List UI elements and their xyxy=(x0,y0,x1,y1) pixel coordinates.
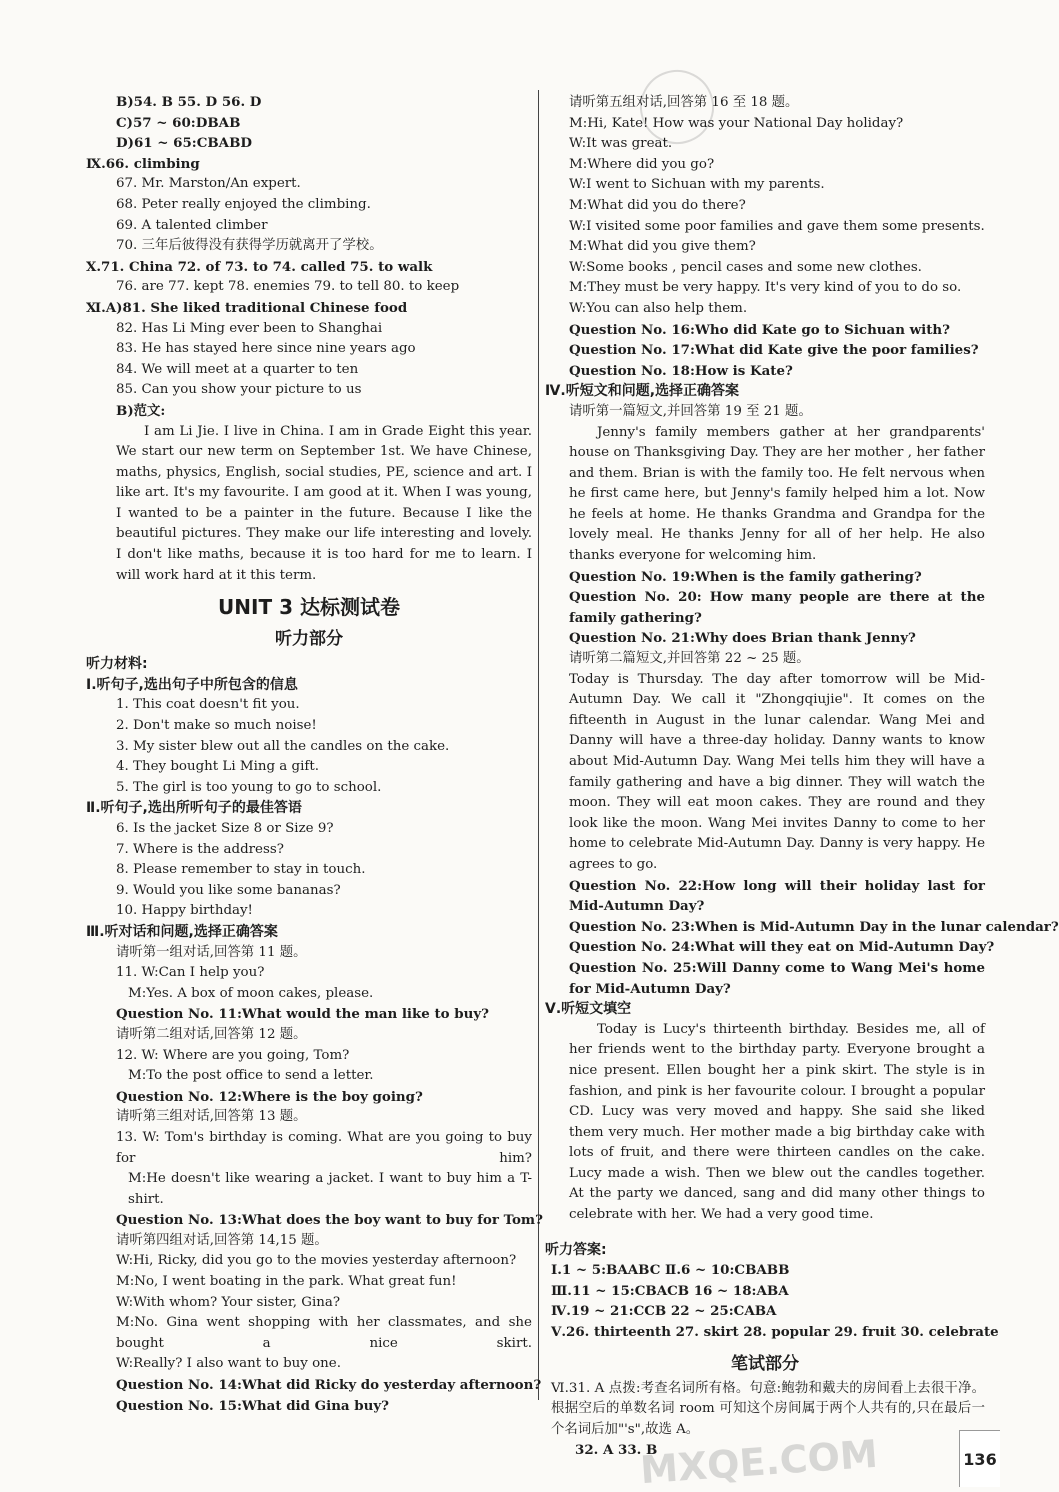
question-line: Question No. 14:What did Ricky do yesterday afternoon? xyxy=(116,1377,542,1394)
dialog-line: W:Really? I also want to buy one. xyxy=(116,1356,341,1372)
section-heading: Ⅳ.听短文和问题,选择正确答案 xyxy=(545,383,740,400)
dialog-instruction: 请听第三组对话,回答第 13 题。 xyxy=(116,1109,307,1125)
passage-instruction: 请听第一篇短文,并回答第 19 至 21 题。 xyxy=(569,403,812,419)
question-line: Question No. 25:Will Danny come to Wang Mei's home for Mid-Autumn Day? xyxy=(569,959,985,997)
question-line: Question No. 18:How is Kate? xyxy=(569,362,793,379)
answer-line: C)57 ~ 60:DBAB xyxy=(116,114,241,131)
question-line: Question No. 20: How many people are there at the family gathering? xyxy=(569,589,985,626)
list-item: 4. They bought Li Ming a gift. xyxy=(116,759,319,775)
dialog-line: 13. W: Tom's birthday is coming. What are you going to buy for him? xyxy=(116,1129,532,1166)
answer-line: Ⅺ.A)81. She liked traditional Chinese food xyxy=(86,299,408,316)
answer-line: Ⅳ.19 ~ 21:CCB 22 ~ 25:CABA xyxy=(551,1303,777,1320)
question-line: Question No. 15:What did Gina buy? xyxy=(116,1397,389,1414)
essay-text: I am Li Jie. I live in China. I am in Grade Eight this year. We start our new term on September 1st. We have Chinese, maths, physics, English, social studies, PE, science and art. I like art. It's my favourite. I am good at it. When I was young, I wanted to be a painter in the future. Because I like the beautiful pictures. They make our life interesting and lovely. I don't like maths, because it is too hard for me to learn. I will work hard at it this term. xyxy=(116,423,532,583)
dialog-instruction: 请听第五组对话,回答第 16 至 18 题。 xyxy=(569,95,799,110)
list-item: 6. Is the jacket Size 8 or Size 9? xyxy=(116,821,334,836)
dialog-line: W:With whom? Your sister, Gina? xyxy=(116,1294,341,1310)
question-line: Question No. 16:Who did Kate go to Sichuan with? xyxy=(569,321,950,338)
dialog-line: W:Hi, Ricky, did you go to the movies yesterday afternoon? xyxy=(116,1253,517,1269)
dialog-line: W:You can also help them. xyxy=(569,300,748,316)
answer-line: 83. He has stayed here since nine years ago xyxy=(116,341,416,357)
essay-label: B)范文: xyxy=(116,402,166,419)
answer-line: 76. are 77. kept 78. enemies 79. to tell 80. to keep xyxy=(116,279,460,295)
dialog-line: W:It was great. xyxy=(569,136,673,152)
answer-line: 32. A 33. B xyxy=(575,1442,658,1459)
question-line: Question No. 24:What will they eat on Mid-Autumn Day? xyxy=(569,939,995,956)
list-item: 7. Where is the address? xyxy=(116,841,284,857)
dialog-line: M:He doesn't like wearing a jacket. I want to buy him a T-shirt. xyxy=(128,1171,532,1207)
passage-text: Today is Thursday. The day after tomorrow will be Mid-Autumn Day. We call it "Zhongqiujie". It comes on the fifteenth in August in the lunar calendar. Wang Mei and Danny will have a three-day holiday. Danny wants to know about Mid-Autumn Day. Wang Mei tells him they will have a family gathering and have a big dinner. They will watch the moon. They will eat moon cakes. They are round and they look like the moon. Wang Mei invites Danny to come to her home to celebrate Mid-Autumn Day. Danny is very happy. He agrees to go. xyxy=(569,671,985,872)
list-item: 1. This coat doesn't fit you. xyxy=(116,697,300,713)
passage-instruction: 请听第二篇短文,并回答第 22 ~ 25 题。 xyxy=(569,651,810,667)
question-line: Question No. 22:How long will their holiday last for Mid-Autumn Day? xyxy=(569,877,985,915)
unit-title: UNIT 3 达标测试卷 xyxy=(218,595,400,620)
dialog-instruction: 请听第二组对话,回答第 12 题。 xyxy=(116,1026,307,1042)
dialog-line: M:Hi, Kate! How was your National Day holiday? xyxy=(569,115,904,131)
list-item: 2. Don't make so much noise! xyxy=(116,718,317,734)
list-item: 8. Please remember to stay in touch. xyxy=(116,862,366,878)
answer-line: 84. We will meet at a quarter to ten xyxy=(116,361,359,377)
dialog-line: W:Some books , pencil cases and some new clothes. xyxy=(569,259,922,275)
section-heading: Ⅲ.听对话和问题,选择正确答案 xyxy=(86,923,278,940)
answer-line: B)54. B 55. D 56. D xyxy=(116,94,262,110)
dialog-line: M:No. Gina went shopping with her classmates, and she bought a nice skirt. xyxy=(116,1315,532,1351)
answer-line: 82. Has Li Ming ever been to Shanghai xyxy=(116,320,383,336)
question-line: Question No. 19:When is the family gathering? xyxy=(569,568,922,585)
question-line: Question No. 21:Why does Brian thank Jenny? xyxy=(569,630,916,647)
passage-text: Jenny's family members gather at her grandparents' house on Thanksgiving Day. They are her mother , her father and them. Brian is with the family too. He felt nervous when he first came here, but Jenny's family helped him a lot. Now he feels at home. He thanks Grandma and Grandpa for the lovely meal. He thanks Jenny for all of her help. He also thanks everyone for welcoming him. xyxy=(569,424,985,564)
answer-line: D)61 ~ 65:CBABD xyxy=(116,135,252,152)
answer-explanation: Ⅵ.31. A 点拨:考查名词所有格。句意:鲍勃和戴夫的房间看上去很干净。根据空后的单数名词 room 可知这个房间属于两个人共有的,只在最后一个名词后加"'s",故选 A。 xyxy=(551,1380,985,1437)
list-item: 5. The girl is too young to go to school. xyxy=(116,779,382,795)
question-line: Question No. 11:What would the man like to buy? xyxy=(116,1006,489,1023)
list-item: 3. My sister blew out all the candles on the cake. xyxy=(116,738,450,754)
list-item: 10. Happy birthday! xyxy=(116,903,253,919)
answer-line: Ⅸ.66. climbing xyxy=(86,155,200,172)
answer-line: 67. Mr. Marston/An expert. xyxy=(116,176,301,192)
left-column xyxy=(86,92,543,1416)
answer-line: Ⅰ.1 ~ 5:BAABC Ⅱ.6 ~ 10:CBABB xyxy=(551,1262,790,1279)
question-line: Question No. 13:What does the boy want to buy for Tom? xyxy=(116,1212,543,1229)
dialog-line: M:They must be very happy. It's very kind of you to do so. xyxy=(569,280,962,296)
answer-line: 68. Peter really enjoyed the climbing. xyxy=(116,196,371,212)
answer-line: Ⅴ.26. thirteenth 27. skirt 28. popular 29. fruit 30. celebrate xyxy=(551,1324,999,1341)
list-item: 9. Would you like some bananas? xyxy=(116,882,341,898)
dialog-line: W:I visited some poor families and gave them some presents. xyxy=(569,218,985,234)
dialog-line: M:No, I went boating in the park. What great fun! xyxy=(116,1274,457,1290)
column-divider xyxy=(538,90,539,1400)
passage-text: Today is Lucy's thirteenth birthday. Besides me, all of her friends went to the birthday party. Everyone brought a nice present. Ellen bought her a pink skirt. The style is in fashion, and pink is her favourite colour. I brought a popular CD. Lucy was very moved and happy. She said she liked them very much. Her mother made a big birthday cake with lots of fruit, and there were thirteen candles on the cake. Lucy made a wish. Then we blew out the candles together. At the party we danced, sang and did many other things to celebrate with her. We had a very good time. xyxy=(569,1021,985,1223)
dialog-line: M:What did you do there? xyxy=(569,197,746,213)
dialog-instruction: 请听第一组对话,回答第 11 题。 xyxy=(116,944,307,960)
material-heading: 听力材料: xyxy=(86,656,148,673)
dialog-line: M:What did you give them? xyxy=(569,239,756,255)
section-heading: Ⅱ.听句子,选出所听句子的最佳答语 xyxy=(86,800,302,817)
answer-line: 69. A talented climber xyxy=(116,217,268,233)
dialog-line: M:Yes. A box of moon cakes, please. xyxy=(128,985,374,1001)
watermark-text: MXQE.COM xyxy=(638,1431,880,1492)
dialog-line: M:Where did you go? xyxy=(569,156,715,172)
section-title-listening: 听力部分 xyxy=(275,629,343,650)
dialog-line: 12. W: Where are you going, Tom? xyxy=(116,1047,350,1063)
dialog-line: W:I went to Sichuan with my parents. xyxy=(569,177,825,193)
dialog-instruction: 请听第四组对话,回答第 14,15 题。 xyxy=(116,1232,328,1248)
question-line: Question No. 23:When is Mid-Autumn Day in the lunar calendar? xyxy=(569,918,1059,935)
section-heading: Ⅴ.听短文填空 xyxy=(545,1001,632,1018)
question-line: Question No. 12:Where is the boy going? xyxy=(116,1088,423,1105)
section-title-written: 笔试部分 xyxy=(731,1353,799,1374)
answer-line: 85. Can you show your picture to us xyxy=(116,382,362,398)
answer-line: Ⅹ.71. China 72. of 73. to 74. called 75. to walk xyxy=(86,258,433,275)
dialog-line: M:To the post office to send a letter. xyxy=(128,1068,374,1084)
answer-heading: 听力答案: xyxy=(545,1241,607,1258)
question-line: Question No. 17:What did Kate give the poor families? xyxy=(569,342,979,359)
answer-line: 70. 三年后彼得没有获得学历就离开了学校。 xyxy=(116,238,383,254)
answer-line: Ⅲ.11 ~ 15:CBACB 16 ~ 18:ABA xyxy=(551,1282,789,1299)
section-heading: Ⅰ.听句子,选出句子中所包含的信息 xyxy=(86,676,298,693)
page-number: 136 xyxy=(959,1430,1000,1487)
dialog-line: 11. W:Can I help you? xyxy=(116,965,265,981)
